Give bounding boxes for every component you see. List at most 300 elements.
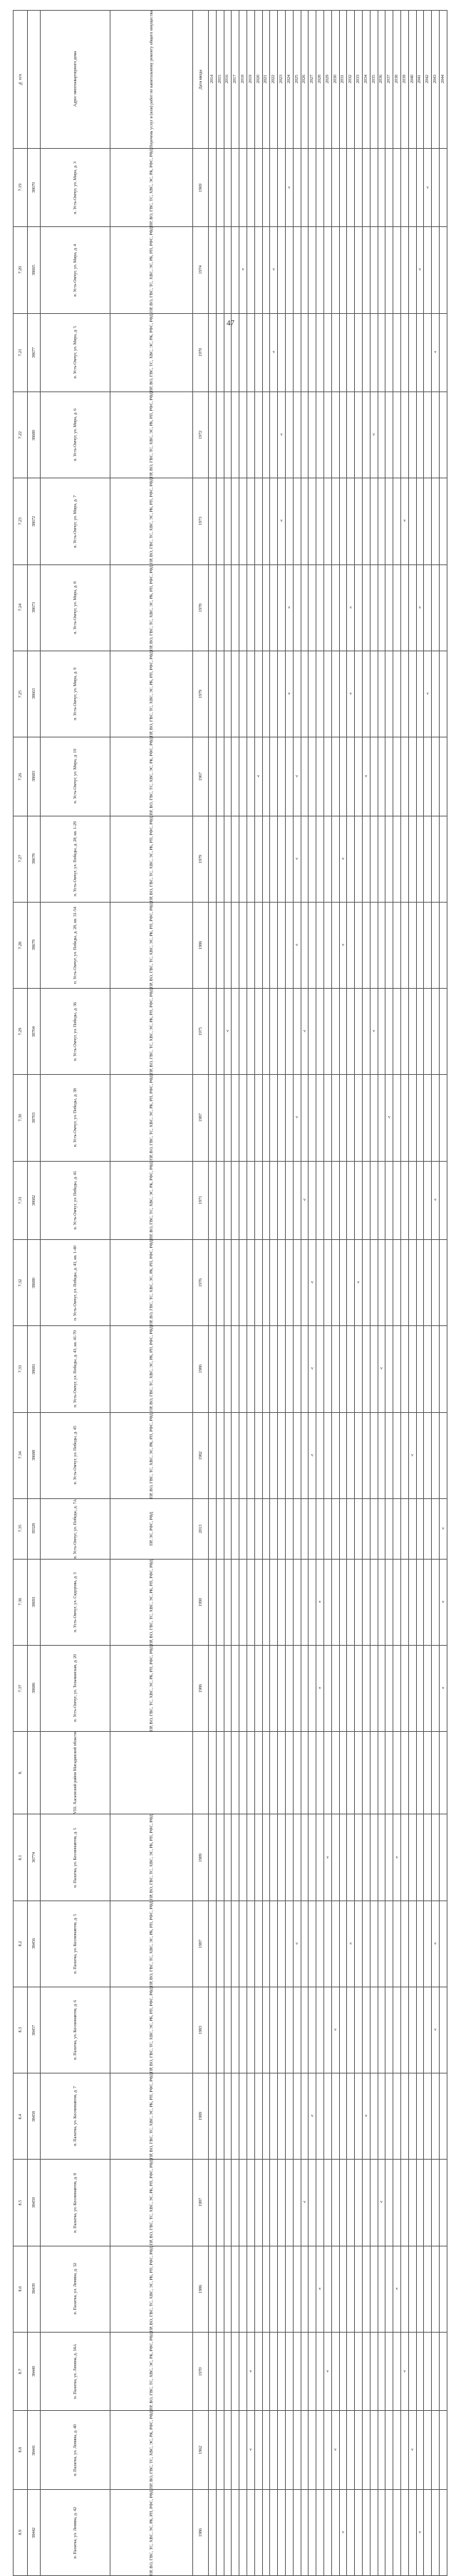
cell-services: ПР, ВО, ГВС, ТС, ХВС, ЭС, РК, РП, РФС, РФД: [110, 478, 193, 564]
cell-year-2024: [285, 2489, 293, 2575]
cell-year-2038: [393, 1559, 401, 1645]
cell-year-2025: [293, 1412, 301, 1498]
header-year-2020: 2020: [254, 11, 262, 149]
table-row: [14, 313, 447, 392]
cell-year-2026: [301, 737, 309, 816]
cell-year-2037: [385, 2246, 393, 2332]
cell-year-2044: [439, 1987, 447, 2073]
cell-year-2027: [309, 392, 316, 478]
cell-year-2032: [347, 2246, 355, 2332]
cell-year-2021: [262, 2073, 270, 2160]
cell-year-2036: [378, 564, 385, 651]
cell-year-2021: [262, 1732, 270, 1814]
cell-year-2031: [339, 1412, 347, 1498]
cell-year-2037: [385, 1987, 393, 2073]
cell-year-2015: [216, 1814, 224, 1901]
cell-year-2023: [278, 1498, 286, 1559]
header-year-2017: 2017: [232, 11, 239, 149]
cell-year-2031: [339, 2411, 347, 2490]
cell-year-2042: [424, 1498, 432, 1559]
cell-year-2022: [270, 1901, 278, 1987]
cell-year-2015: [216, 651, 224, 737]
cell-year-2028: [316, 1814, 324, 1901]
cell-year-2030: [331, 2411, 339, 2490]
cell-year-2027: [309, 1814, 316, 1901]
cell-year-2024: [285, 1732, 293, 1814]
cell-year-2018: [239, 148, 247, 227]
cell-num: 7.22: [14, 392, 28, 478]
cell-year-2038: [393, 2246, 401, 2332]
cell-address: п. Усть-Омчуг, ул. Победы, д. 28, кв. 31-54: [41, 902, 110, 988]
cell-num: 7.21: [14, 313, 28, 392]
cell-year-2041: [416, 148, 424, 227]
cell-year-2034: [362, 392, 370, 478]
cell-year-2036: [378, 392, 385, 478]
cell-year-2039: [400, 1732, 408, 1814]
cell-year-2017: [232, 2246, 239, 2332]
cell-year-2031: [339, 1645, 347, 1731]
header-year-2014: 2014: [209, 11, 217, 149]
cell-year-2018: [239, 2332, 247, 2411]
cell-year-2026: [301, 1987, 309, 2073]
cell-id: 38680: [28, 1240, 41, 1326]
cell-year-2029: [323, 2073, 331, 2160]
header-year-2038: 2038: [393, 11, 401, 149]
cell-year-2024: [285, 989, 293, 1075]
cell-year-2024: [285, 902, 293, 988]
cell-year-2041: [416, 1326, 424, 1412]
cell-year-2021: [262, 1412, 270, 1498]
check-mark: v: [272, 350, 275, 355]
check-mark: v: [303, 2200, 306, 2205]
cell-year-2037: [385, 2160, 393, 2246]
cell-year-2020: [254, 737, 262, 816]
cell-year-2044: [439, 2411, 447, 2490]
cell-year-2027: [309, 1240, 316, 1326]
cell-address: п. Палатка, ул. Космонавтов, д. 6: [41, 1987, 110, 2073]
cell-year-2031: [339, 1901, 347, 1987]
cell-year-2029: [323, 1732, 331, 1814]
cell-year-2020: [254, 1326, 262, 1412]
cell-year-2028: [316, 2332, 324, 2411]
cell-year-2044: [439, 737, 447, 816]
cell-year-2036: [378, 148, 385, 227]
cell-year: 1986: [193, 902, 209, 988]
cell-year-2020: [254, 392, 262, 478]
cell-year-2043: [432, 989, 440, 1075]
cell-year-2044: [439, 1412, 447, 1498]
cell-year-2025: [293, 1901, 301, 1987]
cell-year-2044: [439, 816, 447, 902]
cell-year-2021: [262, 2411, 270, 2490]
cell-year-2032: [347, 1075, 355, 1161]
cell-year-2014: [209, 1814, 217, 1901]
check-mark: v: [288, 605, 291, 610]
cell-year-2032: [347, 392, 355, 478]
cell-year-2036: [378, 1326, 385, 1412]
cell-year-2015: [216, 1240, 224, 1326]
cell-year-2036: [378, 2160, 385, 2246]
cell-year-2038: [393, 2073, 401, 2160]
cell-year-2014: [209, 2073, 217, 2160]
cell-year-2043: [432, 1814, 440, 1901]
cell-year-2020: [254, 148, 262, 227]
cell-year-2040: [408, 564, 416, 651]
cell-year-2044: [439, 478, 447, 564]
cell-address: VIII. Хасынский район Магаданской области: [41, 1732, 110, 1814]
cell-year-2026: [301, 1161, 309, 1240]
table-row: [14, 902, 447, 988]
cell-year-2031: [339, 816, 347, 902]
cell-year-2021: [262, 1498, 270, 1559]
cell-year-2038: [393, 1987, 401, 2073]
cell-year-2017: [232, 1498, 239, 1559]
cell-year-2028: [316, 2073, 324, 2160]
cell-year-2034: [362, 902, 370, 988]
cell-year-2036: [378, 816, 385, 902]
cell-year-2036: [378, 478, 385, 564]
cell-year-2023: [278, 737, 286, 816]
cell-year-2032: [347, 1412, 355, 1498]
cell-year-2023: [278, 1559, 286, 1645]
cell-year-2023: [278, 148, 286, 227]
cell-year-2025: [293, 816, 301, 902]
cell-year-2032: [347, 313, 355, 392]
cell-year-2017: [232, 313, 239, 392]
cell-year-2019: [247, 1901, 254, 1987]
cell-year-2027: [309, 816, 316, 902]
cell-year-2042: [424, 1901, 432, 1987]
cell-year-2031: [339, 1987, 347, 2073]
cell-year-2015: [216, 1075, 224, 1161]
cell-id: 38457: [28, 1987, 41, 2073]
cell-year-2027: [309, 313, 316, 392]
cell-year-2027: [309, 1645, 316, 1731]
cell-year-2042: [424, 313, 432, 392]
cell-year-2035: [370, 651, 378, 737]
cell-year-2015: [216, 1901, 224, 1987]
cell-year-2019: [247, 902, 254, 988]
cell-year-2028: [316, 1240, 324, 1326]
cell-year-2040: [408, 478, 416, 564]
cell-year-2037: [385, 1901, 393, 1987]
cell-year-2019: [247, 2073, 254, 2160]
cell-year-2041: [416, 651, 424, 737]
cell-year-2032: [347, 1901, 355, 1987]
cell-year-2031: [339, 2489, 347, 2575]
header-year-2015: 2015: [216, 11, 224, 149]
cell-year-2025: [293, 392, 301, 478]
cell-year-2024: [285, 1645, 293, 1731]
cell-year-2040: [408, 989, 416, 1075]
cell-year-2026: [301, 816, 309, 902]
cell-year-2018: [239, 478, 247, 564]
cell-year-2024: [285, 392, 293, 478]
cell-year-2029: [323, 478, 331, 564]
cell-year-2020: [254, 1240, 262, 1326]
cell-year-2030: [331, 1075, 339, 1161]
cell-year-2022: [270, 1161, 278, 1240]
cell-year-2040: [408, 816, 416, 902]
cell-year-2026: [301, 564, 309, 651]
cell-year-2035: [370, 1559, 378, 1645]
cell-year-2025: [293, 2160, 301, 2246]
cell-year-2015: [216, 478, 224, 564]
cell-year-2041: [416, 1814, 424, 1901]
cell-year-2042: [424, 1161, 432, 1240]
check-mark: v: [303, 1198, 306, 1203]
cell-year-2041: [416, 1161, 424, 1240]
cell-year-2031: [339, 1075, 347, 1161]
cell-year-2019: [247, 737, 254, 816]
cell-year-2027: [309, 1326, 316, 1412]
cell-year-2043: [432, 1161, 440, 1240]
cell-year-2025: [293, 1075, 301, 1161]
cell-year-2021: [262, 564, 270, 651]
cell-year-2021: [262, 1901, 270, 1987]
table-row: [14, 1559, 447, 1645]
cell-year-2020: [254, 902, 262, 988]
cell-year-2027: [309, 1161, 316, 1240]
cell-year-2043: [432, 1412, 440, 1498]
cell-year-2036: [378, 2411, 385, 2490]
cell-year-2033: [355, 1559, 363, 1645]
cell-year-2024: [285, 2411, 293, 2490]
cell-year: 1969: [193, 148, 209, 227]
cell-year-2014: [209, 227, 217, 313]
cell-address: п. Палатка, ул. Ленина, д. 42: [41, 2489, 110, 2575]
cell-year-2042: [424, 1814, 432, 1901]
cell-year-2031: [339, 902, 347, 988]
cell-year-2039: [400, 2246, 408, 2332]
cell-year-2017: [232, 392, 239, 478]
cell-year-2022: [270, 227, 278, 313]
cell-year-2044: [439, 227, 447, 313]
check-mark: v: [442, 1526, 445, 1531]
cell-year-2037: [385, 737, 393, 816]
cell-year-2039: [400, 1559, 408, 1645]
cell-year-2027: [309, 1075, 316, 1161]
cell-year-2015: [216, 1412, 224, 1498]
cell-year-2014: [209, 816, 217, 902]
cell-year-2026: [301, 2411, 309, 2490]
header-year-2036: 2036: [378, 11, 385, 149]
check-mark: v: [334, 2448, 337, 2453]
check-mark: v: [426, 691, 429, 696]
cell-year-2034: [362, 1559, 370, 1645]
cell-year-2018: [239, 564, 247, 651]
cell-num: 8.7: [14, 2332, 28, 2411]
cell-year-2028: [316, 2411, 324, 2490]
cell-year-2025: [293, 1732, 301, 1814]
cell-id: 38683: [28, 737, 41, 816]
cell-year-2028: [316, 564, 324, 651]
cell-year-2014: [209, 737, 217, 816]
cell-year-2032: [347, 1987, 355, 2073]
cell-year-2016: [224, 1326, 232, 1412]
cell-year-2036: [378, 1075, 385, 1161]
cell-year-2019: [247, 1987, 254, 2073]
cell-year-2023: [278, 2411, 286, 2490]
cell-year-2017: [232, 1326, 239, 1412]
cell-year-2038: [393, 902, 401, 988]
cell-year-2019: [247, 392, 254, 478]
cell-year-2039: [400, 1645, 408, 1731]
cell-year-2034: [362, 478, 370, 564]
cell-services: ПР, ВО, ГВС, ТС, ХВС, ЭС, РК, РФС, РФД: [110, 2332, 193, 2411]
cell-year-2015: [216, 1645, 224, 1731]
cell-services: ПР, ВО, ГВС, ТС, ХВС, ЭС, РК, РП, РФС, РФД: [110, 2246, 193, 2332]
cell-year-2020: [254, 1814, 262, 1901]
header-year-2043: 2043: [432, 11, 440, 149]
cell-num: 7.35: [14, 1498, 28, 1559]
cell-year-2022: [270, 478, 278, 564]
cell-year-2031: [339, 148, 347, 227]
cell-year: 1962: [193, 2411, 209, 2490]
cell-year-2019: [247, 651, 254, 737]
cell-year-2032: [347, 1559, 355, 1645]
cell-year-2039: [400, 148, 408, 227]
cell-num: 7.28: [14, 902, 28, 988]
cell-year-2033: [355, 2246, 363, 2332]
cell-address: п. Усть-Омчуг, ул. Победы, д. 28, кв. 1-29: [41, 816, 110, 902]
cell-year-2033: [355, 2073, 363, 2160]
header-year-2027: 2027: [309, 11, 316, 149]
cell-num: 7.30: [14, 1075, 28, 1161]
cell-year-2038: [393, 989, 401, 1075]
cell-year-2032: [347, 2160, 355, 2246]
cell-year-2041: [416, 2489, 424, 2575]
cell-year-2032: [347, 1814, 355, 1901]
cell-year-2040: [408, 2246, 416, 2332]
cell-year-2032: [347, 651, 355, 737]
cell-year-2030: [331, 2160, 339, 2246]
cell-year-2018: [239, 2489, 247, 2575]
check-mark: v: [280, 519, 283, 524]
cell-year-2024: [285, 2332, 293, 2411]
cell-year: 1970: [193, 313, 209, 392]
cell-year-2019: [247, 1412, 254, 1498]
cell-year-2042: [424, 478, 432, 564]
cell-year-2022: [270, 1559, 278, 1645]
cell-year-2039: [400, 2332, 408, 2411]
cell-num: 7.29: [14, 989, 28, 1075]
cell-year-2019: [247, 1075, 254, 1161]
cell-year-2043: [432, 737, 440, 816]
cell-year-2043: [432, 2073, 440, 2160]
cell-year-2029: [323, 1412, 331, 1498]
cell-services: ПР, ВО, ГВС, ТС, ХВС, ЭС, РК, РП, РФС, РФД: [110, 1326, 193, 1412]
table-row: [14, 989, 447, 1075]
cell-services: ПР, ВО, ГВС, ТС, ХВС, ЭС, РК, РП, РФС, РФД: [110, 564, 193, 651]
cell-year-2043: [432, 1987, 440, 2073]
cell-year-2014: [209, 1732, 217, 1814]
cell-year-2030: [331, 737, 339, 816]
cell-address: п. Усть-Омчуг, ул. Тельманская, д. 20: [41, 1645, 110, 1731]
cell-address: п. Усть-Омчуг, ул. Победы, д. 45: [41, 1412, 110, 1498]
table-row: [14, 816, 447, 902]
cell-year-2017: [232, 148, 239, 227]
cell-id: 39328: [28, 1498, 41, 1559]
check-mark: v: [373, 1029, 375, 1034]
cell-year-2024: [285, 1240, 293, 1326]
cell-year-2034: [362, 989, 370, 1075]
cell-year-2042: [424, 1559, 432, 1645]
cell-year-2016: [224, 1075, 232, 1161]
cell-year-2043: [432, 478, 440, 564]
cell-year: 1979: [193, 651, 209, 737]
cell-year-2035: [370, 1412, 378, 1498]
cell-year-2030: [331, 1240, 339, 1326]
cell-year-2034: [362, 2160, 370, 2246]
cell-year-2015: [216, 1987, 224, 2073]
cell-year-2043: [432, 1559, 440, 1645]
header-year-2019: 2019: [247, 11, 254, 149]
cell-year-2035: [370, 1814, 378, 1901]
cell-year-2017: [232, 1412, 239, 1498]
cell-year-2025: [293, 313, 301, 392]
cell-year-2016: [224, 1645, 232, 1731]
cell-year-2042: [424, 2489, 432, 2575]
cell-year-2019: [247, 148, 254, 227]
cell-year-2028: [316, 2246, 324, 2332]
cell-year-2023: [278, 1161, 286, 1240]
cell-num: 8.8: [14, 2411, 28, 2490]
cell-year-2020: [254, 2160, 262, 2246]
cell-year-2024: [285, 2246, 293, 2332]
check-mark: v: [442, 1599, 445, 1604]
header-id: [28, 11, 41, 149]
cell-year-2037: [385, 1814, 393, 1901]
header-year-2023: 2023: [278, 11, 286, 149]
cell-year-2016: [224, 313, 232, 392]
cell-year-2039: [400, 2489, 408, 2575]
cell-year-2037: [385, 478, 393, 564]
cell-year-2023: [278, 2332, 286, 2411]
cell-year-2023: [278, 1645, 286, 1731]
cell-year-2032: [347, 989, 355, 1075]
cell-year-2025: [293, 227, 301, 313]
table-row: [14, 1645, 447, 1731]
cell-year-2044: [439, 2073, 447, 2160]
table-row: [14, 1901, 447, 1987]
cell-year-2036: [378, 1240, 385, 1326]
check-mark: v: [326, 2369, 329, 2374]
cell-year-2015: [216, 148, 224, 227]
table-row: [14, 227, 447, 313]
cell-year-2043: [432, 1901, 440, 1987]
cell-year-2032: [347, 902, 355, 988]
cell-services: ПР, ВО, ГВС, ТС, ХВС, ЭС, РК, РП, РФС, РФД: [110, 1240, 193, 1326]
cell-year-2019: [247, 1732, 254, 1814]
header-year-2018: 2018: [239, 11, 247, 149]
cell-year-2041: [416, 2411, 424, 2490]
cell-services: ПР, ВО, ГВС, ТС, ХВС, ЭС, РК, РП, РФС, РФД: [110, 989, 193, 1075]
cell-address: п. Палатка, ул. Космонавтов, д. 7: [41, 2073, 110, 2160]
cell-year: 1982: [193, 1412, 209, 1498]
check-mark: v: [326, 1855, 329, 1860]
cell-num: 7.26: [14, 737, 28, 816]
table-row: [14, 2411, 447, 2490]
cell-num: 7.20: [14, 227, 28, 313]
cell-id: [28, 1732, 41, 1814]
cell-year-2030: [331, 1987, 339, 2073]
cell-year-2038: [393, 2489, 401, 2575]
cell-id: 38682: [28, 1161, 41, 1240]
cell-year-2022: [270, 392, 278, 478]
cell-year-2031: [339, 1240, 347, 1326]
cell-year-2044: [439, 1645, 447, 1731]
